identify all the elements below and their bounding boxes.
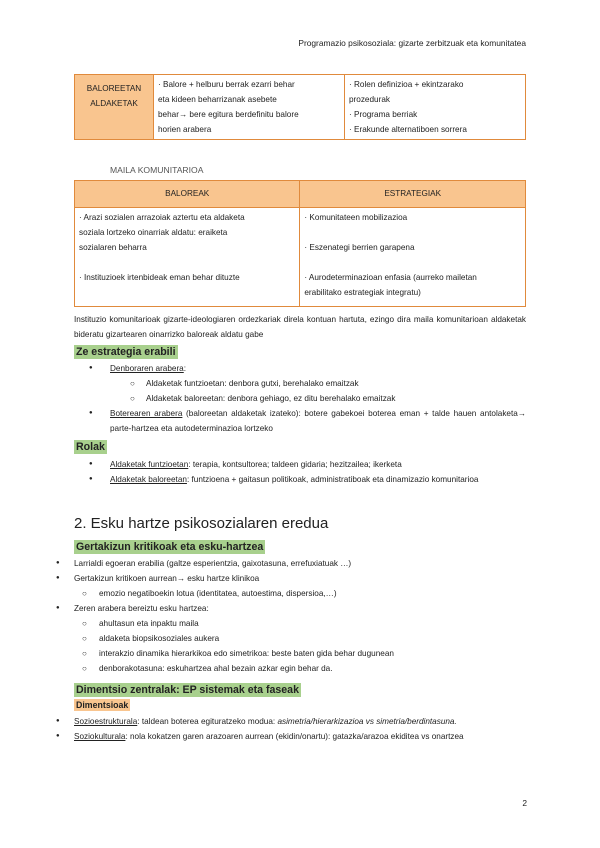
list-item — [74, 406, 526, 436]
cell-line: · Programa berriak — [349, 110, 418, 119]
cell-line: · Balore + helburu berrak ezarri behar — [158, 80, 295, 89]
heading-critical-events: Gertakizun kritikoak eta esku-hartzea — [76, 541, 264, 553]
cell-line: · Instituzioek irtenbideak eman behar dituzte — [79, 273, 240, 282]
list-item — [56, 714, 526, 729]
item-text: (baloreetan aldaketak izateko): botere gabekoei boterea eman + talde hauen antolaketa→ parte-hartzea eta autodeterminazioa lortzeko — [110, 409, 526, 433]
strategies-cell — [300, 208, 526, 307]
values-cell — [154, 75, 345, 140]
row-label-cell — [75, 75, 154, 140]
item-text: : funtzioena + gaitasun politikoak, administratiboak eta dinamizazio komunitarioa — [186, 475, 479, 484]
header-strategies: ESTRATEGIAK — [300, 181, 526, 208]
dimensions-list — [56, 714, 526, 744]
strategies-cell — [345, 75, 526, 140]
cell-line: · Rolen definizioa + ekintzarako — [349, 80, 464, 89]
underlined-term: Sozioestrukturala — [74, 717, 138, 726]
section-heading: 2. Esku hartze psikosozialaren eredua — [74, 515, 329, 532]
underlined-term: Boterearen arabera — [110, 409, 183, 418]
heading-strategy: Ze estrategia erabili — [76, 346, 176, 358]
roles-list — [74, 457, 526, 487]
item-text: : nola kokatzen garen arazoaren aurrean (ekidin/onartu): gatazka/arazoa ekiditea vs onartzea — [125, 732, 464, 741]
list-item — [74, 472, 526, 487]
cell-line: · Erakunde alternatiboen sorrera — [349, 125, 467, 134]
list-subitem: ○ denborakotasuna: eskuhartzea ahal bezain azkar egin behar da. — [56, 661, 526, 676]
cell-line: · Arazi sozialen arrazoiak aztertu eta aldaketa — [79, 213, 245, 222]
list-subitem: ○ interakzio dinamika hierarkikoa edo simetrikoa: beste baten gida behar dugunean — [56, 646, 526, 661]
italic-text: asimetria/hierarkizazioa vs simetria/berdintasuna. — [277, 717, 457, 726]
cell-line: soziala lortzeko oinarriak aldatu: eraiketa — [79, 228, 228, 237]
cell-line: sozialaren beharra — [79, 243, 147, 252]
row-label-line: BALOREETAN — [86, 84, 142, 93]
cell-line: prozedurak — [349, 95, 390, 104]
list-subitem: ○ aldaketa biopsikosoziales aukera — [56, 631, 526, 646]
list-subitem: ○ ahultasun eta inpaktu maila — [56, 616, 526, 631]
underlined-term: Soziokulturala — [74, 732, 126, 741]
cell-line: · Komunitateen mobilizazioa — [304, 213, 408, 222]
list-item — [74, 361, 526, 376]
cell-line: eta kideen beharrizanak asebete — [158, 95, 277, 104]
cell-line: · Eszenategi berrien garapena — [304, 243, 415, 252]
item-text: : taldean boterea egituratzeko modua: — [137, 717, 278, 726]
heading-dimensions: Dimentsio zentralak: EP sistemak eta faseak — [76, 684, 299, 696]
underlined-term: Denboraren arabera — [110, 364, 184, 373]
list-subitem: ○ emozio negatiboekin lotua (identitatea, autoestima, dispersioa,…) — [56, 586, 526, 601]
critical-events-list — [56, 556, 526, 676]
subheading-dimensions: Dimentsioak — [76, 700, 129, 710]
running-header: Programazio psikosoziala: gizarte zerbitzuak eta komunitatea — [298, 38, 526, 48]
cell-line: behar→ bere egitura berdefinitu balore — [158, 110, 299, 119]
list-item: ● Gertakizun kritikoen aurrean→ esku hartze klinikoa — [56, 571, 526, 586]
body-paragraph: Instituzio komunitarioak gizarte-ideologiaren ordezkariak direla kontuan hartuta, ezingo dira maila komunitarioan aldaketak bideratu gizartearen oinarrizko baloreak aldatu gabe — [74, 315, 526, 339]
list-item: ● Zeren arabera bereiztu esku hartzea: — [56, 601, 526, 616]
cell-line: horien arabera — [158, 125, 212, 134]
cell-line: erabilitako estrategiak integratu) — [304, 288, 421, 297]
list-item: ● Larrialdi egoeran erabilia (galtze esperientzia, gaixotasuna, errefuxiatuak …) — [56, 556, 526, 571]
header-values: BALOREAK — [75, 181, 300, 208]
cell-line: · Aurodeterminazioan enfasia (aurreko mailetan — [304, 273, 477, 282]
values-changes-table — [74, 74, 526, 140]
section-title-community: MAILA KOMUNITARIOA — [110, 165, 204, 175]
underlined-term: Aldaketak baloreetan — [110, 475, 187, 484]
values-cell — [75, 208, 300, 307]
page-number: 2 — [522, 798, 527, 808]
community-table — [74, 180, 526, 307]
heading-roles: Rolak — [76, 441, 105, 453]
list-subitem: ○ Aldaketak baloreetan: denbora gehiago, ez ditu berehalako emaitzak — [74, 391, 526, 406]
list-item — [56, 729, 526, 744]
row-label-line: ALDAKETAK — [90, 99, 138, 108]
list-subitem: ○ Aldaketak funtzioetan: denbora gutxi, berehalako emaitzak — [74, 376, 526, 391]
underlined-term: Aldaketak funtzioetan — [110, 460, 189, 469]
list-item — [74, 457, 526, 472]
strategy-list — [74, 361, 526, 436]
item-text: : — [183, 364, 187, 373]
item-text: : terapia, kontsultorea; taldeen gidaria; hezitzailea; ikerketa — [188, 460, 402, 469]
